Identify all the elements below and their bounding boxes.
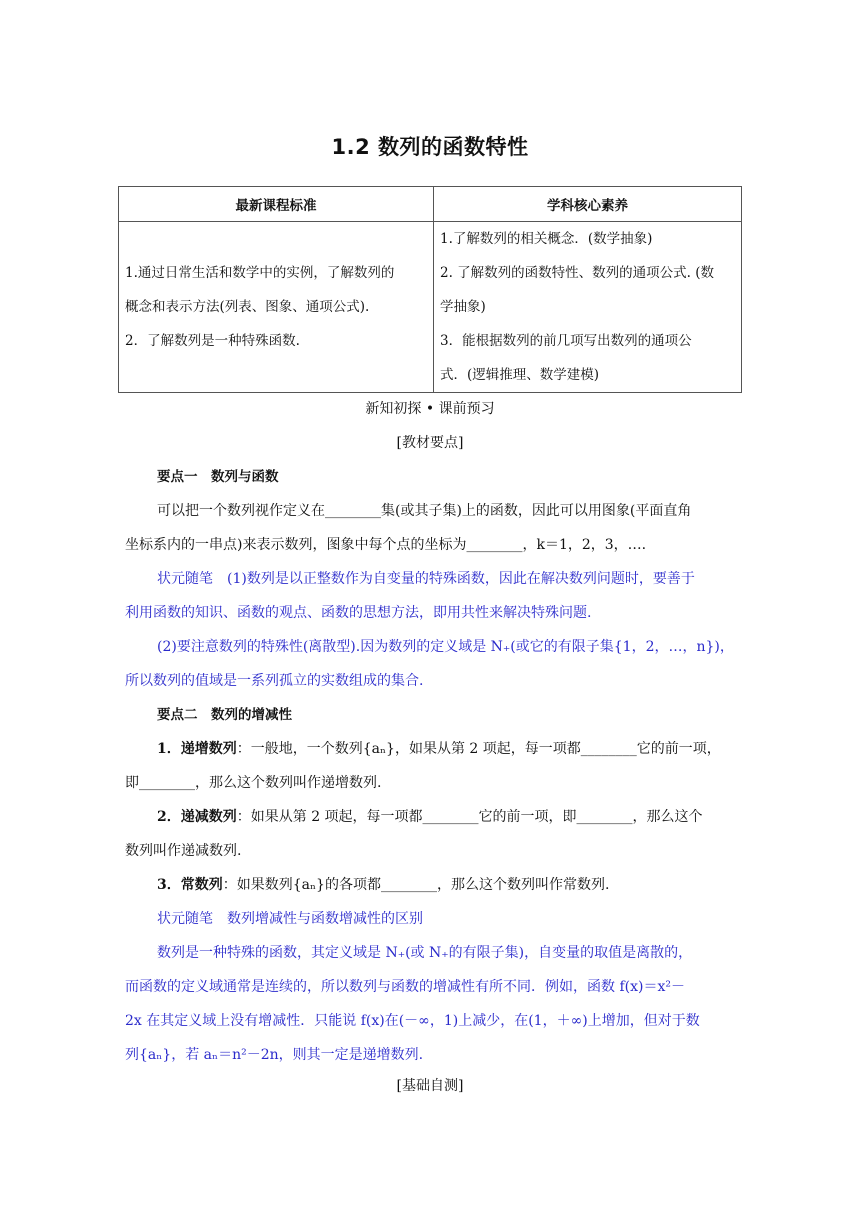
- point-one-note: 利用函数的知识、函数的观点、函数的思想方法，即用共性来解决特殊问题.: [125, 605, 592, 621]
- literacy-line: 2. 了解数列的函数特性、数列的通项公式. (数: [440, 265, 715, 281]
- point-one-note: (2)要注意数列的特殊性(离散型).因为数列的定义域是 N₊(或它的有限子集{1，2，…，n})，: [157, 639, 734, 655]
- textbook-points-label: [教材要点]: [396, 435, 464, 451]
- point-two-note: 2x 在其定义域上没有增减性．只能说 f(x)在(－∞，1)上减少，在(1，＋∞)上增加，但对于数: [125, 1013, 700, 1029]
- constant-text: ：如果数列{aₙ}的各项都________，那么这个数列叫作常数列.: [222, 877, 610, 893]
- decreasing-text-cont: 数列叫作递减数列.: [125, 843, 242, 859]
- curriculum-table: [118, 186, 742, 393]
- increasing-text-cont: 即________，那么这个数列叫作递增数列.: [125, 775, 382, 791]
- decreasing-text: ：如果从第 2 项起，每一项都________它的前一项，即________，那么这个: [236, 809, 703, 825]
- point-two-block: [125, 698, 737, 1072]
- standards-line: 2．了解数列是一种特殊函数.: [125, 333, 300, 349]
- self-test-label: [基础自测]: [396, 1078, 464, 1094]
- point-one-note: 状元随笔 (1)数列是以正整数作为自变量的特殊函数，因此在解决数列问题时，要善于: [157, 571, 695, 587]
- constant-definition: [125, 868, 737, 902]
- point-two-note: 数列是一种特殊的函数，其定义域是 N₊(或 N₊的有限子集)，自变量的取值是离散的，: [157, 945, 693, 961]
- increasing-definition: [125, 732, 737, 766]
- standards-cell: [119, 222, 434, 393]
- increasing-text: ：一般地，一个数列{aₙ}，如果从第 2 项起，每一项都________它的前一项，: [236, 741, 721, 757]
- decreasing-definition: [125, 800, 737, 834]
- point-two-note-heading: 状元随笔 数列增减性与函数增减性的区别: [157, 911, 423, 927]
- point-two-heading: 要点二 数列的增减性: [157, 707, 292, 723]
- literacy-cell: [434, 222, 742, 393]
- literacy-line: 式．(逻辑推理、数学建模): [440, 367, 600, 383]
- section-banner: 新知初探 • 课前预习: [365, 401, 495, 417]
- point-one-block: [125, 460, 737, 698]
- point-two-note: 而函数的定义域通常是连续的，所以数列与函数的增减性有所不同．例如，函数 f(x)＝x²－: [125, 979, 685, 995]
- literacy-line: 1.了解数列的相关概念．(数学抽象): [440, 231, 653, 247]
- literacy-line: 3．能根据数列的前几项写出数列的通项公: [440, 333, 692, 349]
- increasing-term: 1．递增数列: [157, 741, 237, 757]
- point-one-heading: 要点一 数列与函数: [157, 469, 279, 485]
- point-two-note: 列{aₙ}，若 aₙ＝n²－2n，则其一定是递增数列.: [125, 1047, 424, 1063]
- constant-term: 3．常数列: [157, 877, 223, 893]
- standards-line: 1.通过日常生活和数学中的实例，了解数列的: [125, 265, 395, 281]
- decreasing-term: 2．递减数列: [157, 809, 237, 825]
- standards-line: 概念和表示方法(列表、图象、通项公式).: [125, 299, 370, 315]
- point-one-text: 坐标系内的一串点)来表示数列，图象中每个点的坐标为________，k＝1，2，3，….: [125, 537, 647, 553]
- page-title: 1.2 数列的函数特性: [331, 135, 529, 159]
- table-header-literacy: 学科核心素养: [434, 187, 742, 222]
- literacy-line: 学抽象): [440, 299, 486, 315]
- point-one-text: 可以把一个数列视作定义在________集(或其子集)上的函数，因此可以用图象(平面直角: [157, 503, 692, 519]
- point-one-note: 所以数列的值域是一系列孤立的实数组成的集合.: [125, 673, 424, 689]
- table-header-standards: 最新课程标准: [119, 187, 434, 222]
